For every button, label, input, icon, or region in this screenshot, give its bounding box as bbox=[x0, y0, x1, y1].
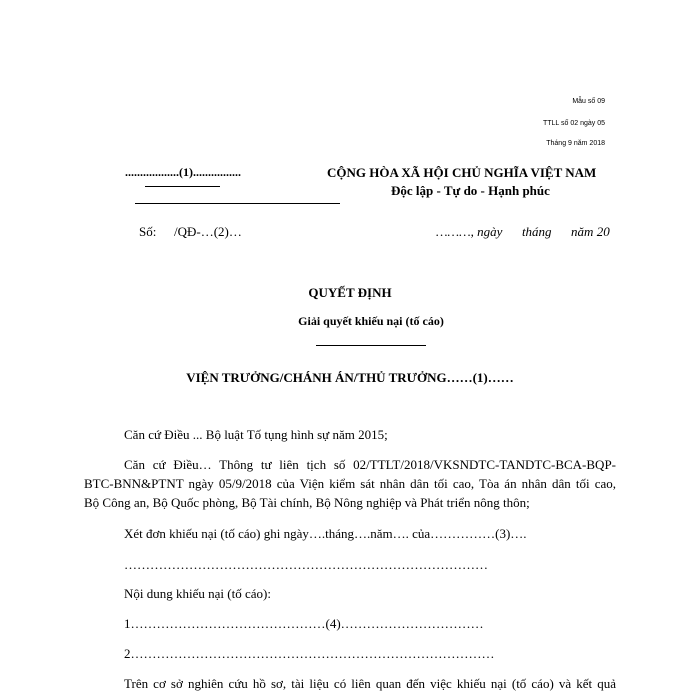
legal-basis-paragraph-2-line-2: BTC-BNN&PTNT ngày 05/9/2018 của Viện kiểm sát nhân dân tối cao, Tòa án nhân dân tối cao, bbox=[84, 476, 616, 491]
title-underline bbox=[316, 345, 426, 346]
complaint-content-item-2: 2………………………………………………………………………… bbox=[124, 646, 495, 661]
nation-title: CỘNG HÒA XÃ HỘI CHỦ NGHĨA VIỆT NAM bbox=[327, 165, 597, 180]
document-number-value: /QĐ-…(2)… bbox=[174, 224, 242, 239]
header-divider bbox=[135, 203, 340, 204]
issuing-authority: VIỆN TRƯỞNG/CHÁNH ÁN/THỦ TRƯỞNG……(1)…… bbox=[186, 370, 514, 385]
complaint-content-heading: Nội dung khiếu nại (tố cáo): bbox=[124, 586, 271, 601]
form-circular-note: TTLL số 02 ngày 05 bbox=[542, 120, 605, 127]
form-date-note: Tháng 9 năm 2018 bbox=[546, 140, 605, 147]
review-basis-paragraph: Trên cơ sở nghiên cứu hồ sơ, tài liệu có liên quan đến việc khiếu nại (tố cáo) và kết quả bbox=[124, 676, 616, 691]
legal-basis-paragraph-2-line-1: Căn cứ Điều… Thông tư liên tịch số 02/TTLT/2018/VKSNDTC-TANDTC-BCA-BQP- bbox=[124, 457, 616, 472]
document-date-line: ………, ngày tháng năm 20 bbox=[436, 224, 610, 239]
decision-subtitle: Giải quyết khiếu nại (tố cáo) bbox=[298, 314, 444, 328]
decision-title: QUYẾT ĐỊNH bbox=[308, 285, 392, 300]
agency-name: ..................(1)................ bbox=[125, 165, 241, 179]
form-number-note: Mẫu số 09 bbox=[572, 98, 605, 105]
complaint-content-item-1: 1………………………………………(4)…………………………… bbox=[124, 616, 484, 631]
agency-underline bbox=[145, 186, 220, 187]
nation-motto: Độc lập - Tự do - Hạnh phúc bbox=[391, 183, 550, 198]
legal-basis-paragraph-1: Căn cứ Điều ... Bộ luật Tố tụng hình sự năm 2015; bbox=[124, 427, 388, 442]
complaint-consideration: Xét đơn khiếu nại (tố cáo) ghi ngày….tháng….năm…. của……………(3)…. bbox=[124, 526, 527, 541]
complaint-consideration-continued: ………………………………………………………………………… bbox=[124, 557, 488, 572]
document-number-label: Số: bbox=[139, 224, 157, 239]
legal-basis-paragraph-2-line-3: Bộ Công an, Bộ Quốc phòng, Bộ Tài chính, Bộ Nông nghiệp và Phát triển nông thôn; bbox=[84, 495, 530, 510]
